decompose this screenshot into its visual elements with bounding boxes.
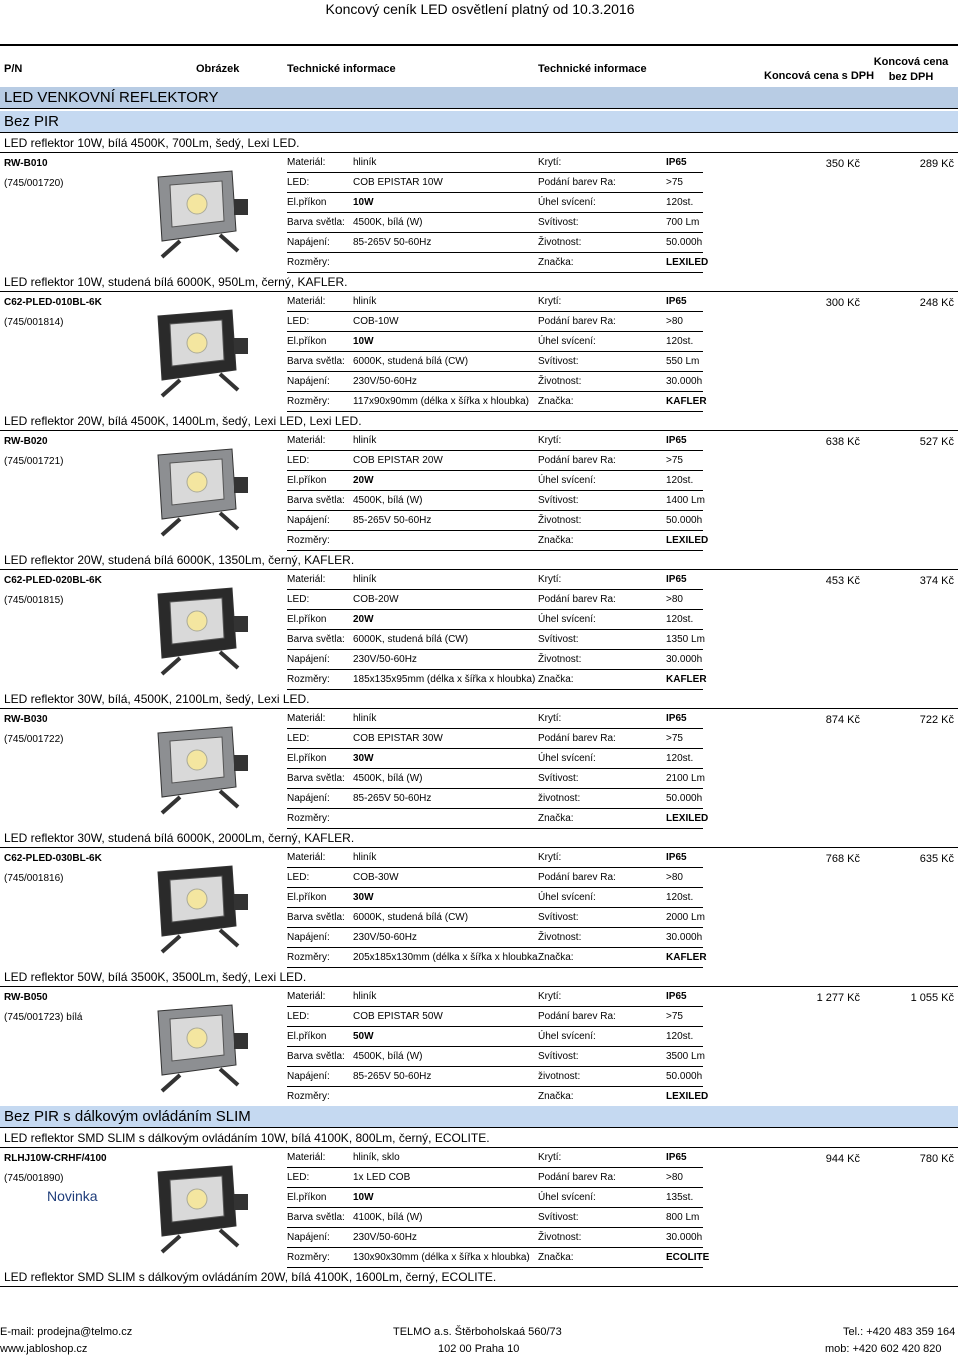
spec-value-material: hliník: [353, 574, 377, 585]
spec-label: Značka:: [538, 535, 574, 546]
spec-row-line: [287, 252, 703, 253]
spec-row-line: [287, 450, 703, 451]
product-pn: C62-PLED-010BL-6K: [4, 297, 102, 308]
spec-value-svitivost: 700 Lm: [666, 217, 700, 228]
spec-label: Krytí:: [538, 574, 562, 585]
price-with-vat: 638 Kč: [825, 436, 860, 448]
spec-label: El.příkon: [287, 197, 327, 208]
spec-label: Napájení:: [287, 793, 330, 804]
header-price-novat: Koncová cena bez DPH: [873, 56, 949, 83]
price-without-vat: 722 Kč: [919, 714, 954, 726]
spec-label: Podání barev Ra:: [538, 1172, 616, 1183]
product-pn: RW-B050: [4, 992, 48, 1003]
header-tech1: Technické informace: [287, 63, 396, 75]
spec-value-znacka: KAFLER: [666, 396, 707, 407]
spec-label: Barva světla:: [287, 773, 345, 784]
product-pn: RW-B030: [4, 714, 48, 725]
price-without-vat: 289 Kč: [919, 158, 954, 170]
spec-row-line: [287, 331, 703, 332]
footer-email[interactable]: E-mail: prodejna@telmo.cz: [0, 1326, 133, 1338]
spec-label: Materiál:: [287, 713, 326, 724]
product-title: LED reflektor 50W, bílá 3500K, 3500Lm, šedý, Lexi LED.: [0, 968, 958, 987]
spec-value-uhel: 135st.: [666, 1192, 694, 1203]
spec-label: Barva světla:: [287, 1051, 345, 1062]
spec-label: El.příkon: [287, 475, 327, 486]
spec-label: Životnost:: [538, 515, 582, 526]
spec-label: El.příkon: [287, 614, 327, 625]
spec-value-barva: 6000K, studená bílá (CW): [353, 356, 469, 367]
spec-row-line: [287, 927, 703, 928]
spec-value-led: COB EPISTAR 10W: [353, 177, 443, 188]
spec-label: LED:: [287, 872, 310, 883]
section-pir-remote: Bez PIR s dálkovým ovládáním SLIM: [0, 1106, 958, 1128]
spec-label: Značka:: [538, 674, 574, 685]
spec-value-material: hliník: [353, 157, 377, 168]
spec-value-rozmery: 185x135x95mm (délka x šířka x hloubka): [353, 674, 536, 685]
spec-value-napajeni: 85-265V 50-60Hz: [353, 793, 432, 804]
spec-row-line: [287, 649, 703, 650]
spec-row-line: [287, 589, 703, 590]
table-header: [0, 44, 958, 89]
spec-value-znacka: KAFLER: [666, 674, 707, 685]
spec-value-zivotnost: 30.000h: [666, 654, 703, 665]
footer-city: 102 00 Praha 10: [438, 1343, 520, 1355]
spec-label: Značka:: [538, 1252, 574, 1263]
spec-value-material: hliník: [353, 991, 377, 1002]
spec-row-line: [287, 907, 703, 908]
novinka-badge: Novinka: [47, 1188, 98, 1204]
spec-label: Materiál:: [287, 296, 326, 307]
spec-value-material: hliník: [353, 435, 377, 446]
spec-label: Krytí:: [538, 852, 562, 863]
product-title: LED reflektor SMD SLIM s dálkovým ovládáním 10W, bílá 4100K, 800Lm, černý, ECOLITE.: [0, 1129, 958, 1148]
spec-label: Podání barev Ra:: [538, 1011, 616, 1022]
price-with-vat: 300 Kč: [825, 297, 860, 309]
spec-value-prikon: 30W: [353, 753, 374, 764]
spec-label: Svítivost:: [538, 217, 579, 228]
spec-label: Značka:: [538, 257, 574, 268]
price-with-vat: 350 Kč: [825, 158, 860, 170]
price-without-vat: 527 Kč: [919, 436, 954, 448]
spec-value-kryti: IP65: [666, 991, 687, 1002]
spec-label: Svítivost:: [538, 634, 579, 645]
spec-label: Materiál:: [287, 157, 326, 168]
floodlight-image: [150, 725, 260, 820]
spec-value-kryti: IP65: [666, 713, 687, 724]
spec-row-line: [287, 1086, 703, 1087]
footer-mob: mob: +420 602 420 820: [825, 1343, 942, 1355]
floodlight-image: [150, 308, 260, 403]
product-pn: RW-B010: [4, 158, 48, 169]
spec-label: Životnost:: [538, 654, 582, 665]
price-without-vat: 780 Kč: [919, 1153, 954, 1165]
product-code: (745/001890): [4, 1173, 64, 1184]
spec-label: Napájení:: [287, 376, 330, 387]
spec-value-led: COB-30W: [353, 872, 399, 883]
floodlight-image: [150, 169, 260, 264]
spec-label: Barva světla:: [287, 912, 345, 923]
spec-label: Značka:: [538, 952, 574, 963]
spec-row-line: [287, 867, 703, 868]
spec-value-barva: 4500K, bílá (W): [353, 495, 423, 506]
spec-label: El.příkon: [287, 1031, 327, 1042]
spec-label: LED:: [287, 594, 310, 605]
spec-value-barva: 4500K, bílá (W): [353, 217, 423, 228]
spec-row-line: [287, 609, 703, 610]
spec-label: Barva světla:: [287, 495, 345, 506]
header-pn: P/N: [4, 63, 23, 75]
spec-value-znacka: LEXILED: [666, 257, 709, 268]
spec-value-znacka: LEXILED: [666, 535, 709, 546]
spec-value-ra: >75: [666, 177, 683, 188]
product-pn: C62-PLED-020BL-6K: [4, 575, 102, 586]
spec-value-rozmery: 205x185x130mm (délka x šířka x hloubka: [353, 952, 538, 963]
spec-label: Materiál:: [287, 435, 326, 446]
product-title-last: LED reflektor SMD SLIM s dálkovým ovládáním 20W, bílá 4100K, 1600Lm, černý, ECOLITE.: [0, 1268, 958, 1287]
spec-label: životnost:: [538, 1071, 581, 1082]
spec-row-line: [287, 172, 703, 173]
spec-value-barva: 4500K, bílá (W): [353, 1051, 423, 1062]
spec-label: Rozměry:: [287, 813, 330, 824]
spec-value-znacka: LEXILED: [666, 813, 709, 824]
spec-value-led: COB EPISTAR 30W: [353, 733, 443, 744]
spec-value-zivotnost: 30.000h: [666, 932, 703, 943]
spec-value-barva: 4500K, bílá (W): [353, 773, 423, 784]
spec-value-barva: 6000K, studená bílá (CW): [353, 634, 469, 645]
spec-value-ra: >80: [666, 1172, 683, 1183]
product-code: (745/001814): [4, 317, 64, 328]
spec-value-znacka: KAFLER: [666, 952, 707, 963]
spec-value-ra: >80: [666, 316, 683, 327]
spec-value-znacka: LEXILED: [666, 1091, 709, 1102]
spec-label: Úhel svícení:: [538, 475, 596, 486]
price-with-vat: 453 Kč: [825, 575, 860, 587]
spec-row-line: [287, 887, 703, 888]
spec-label: Značka:: [538, 1091, 574, 1102]
spec-label: Rozměry:: [287, 1252, 330, 1263]
spec-value-napajeni: 230V/50-60Hz: [353, 376, 417, 387]
spec-value-napajeni: 85-265V 50-60Hz: [353, 1071, 432, 1082]
spec-value-zivotnost: 50.000h: [666, 1071, 703, 1082]
spec-label: životnost:: [538, 793, 581, 804]
spec-value-svitivost: 550 Lm: [666, 356, 700, 367]
spec-value-zivotnost: 30.000h: [666, 1232, 703, 1243]
spec-value-napajeni: 230V/50-60Hz: [353, 932, 417, 943]
spec-value-svitivost: 1400 Lm: [666, 495, 705, 506]
header-tech2: Technické informace: [538, 63, 647, 75]
page-title: Koncový ceník LED osvětlení platný od 10.3.2016: [325, 1, 635, 17]
spec-value-uhel: 120st.: [666, 892, 694, 903]
spec-label: LED:: [287, 1011, 310, 1022]
product-title: LED reflektor 30W, bílá, 4500K, 2100Lm, šedý, Lexi LED.: [0, 690, 958, 709]
spec-label: Krytí:: [538, 1152, 562, 1163]
spec-label: El.příkon: [287, 753, 327, 764]
spec-row-line: [287, 1247, 703, 1248]
spec-label: Podání barev Ra:: [538, 733, 616, 744]
product-pn: C62-PLED-030BL-6K: [4, 853, 102, 864]
spec-label: Podání barev Ra:: [538, 872, 616, 883]
spec-row-line: [287, 212, 703, 213]
spec-value-uhel: 120st.: [666, 336, 694, 347]
spec-label: Svítivost:: [538, 1051, 579, 1062]
spec-label: Napájení:: [287, 1232, 330, 1243]
spec-label: Úhel svícení:: [538, 197, 596, 208]
spec-row-line: [287, 371, 703, 372]
product-code: (745/001816): [4, 873, 64, 884]
spec-value-material: hliník: [353, 852, 377, 863]
spec-value-napajeni: 230V/50-60Hz: [353, 654, 417, 665]
spec-row-line: [287, 629, 703, 630]
spec-value-prikon: 10W: [353, 1192, 374, 1203]
spec-label: Svítivost:: [538, 912, 579, 923]
spec-label: Materiál:: [287, 574, 326, 585]
spec-label: El.příkon: [287, 336, 327, 347]
spec-value-uhel: 120st.: [666, 753, 694, 764]
spec-row-line: [287, 391, 703, 392]
spec-value-svitivost: 2100 Lm: [666, 773, 705, 784]
product-code: (745/001723) bílá: [4, 1012, 83, 1023]
spec-row-line: [287, 728, 703, 729]
price-with-vat: 944 Kč: [825, 1153, 860, 1165]
spec-value-kryti: IP65: [666, 157, 687, 168]
price-without-vat: 248 Kč: [919, 297, 954, 309]
spec-value-rozmery: 117x90x90mm (délka x šířka x hloubka): [353, 396, 530, 407]
section-no-pir: Bez PIR: [0, 111, 958, 133]
section-outdoor-reflectors: LED VENKOVNÍ REFLEKTORY: [0, 87, 958, 109]
spec-row-line: [287, 1227, 703, 1228]
spec-label: Materiál:: [287, 1152, 326, 1163]
spec-label: Značka:: [538, 813, 574, 824]
floodlight-image: [150, 447, 260, 542]
spec-row-line: [287, 192, 703, 193]
spec-value-ra: >80: [666, 594, 683, 605]
spec-row-line: [287, 470, 703, 471]
spec-value-kryti: IP65: [666, 574, 687, 585]
spec-label: Rozměry:: [287, 257, 330, 268]
spec-value-ra: >75: [666, 455, 683, 466]
product-code: (745/001720): [4, 178, 64, 189]
spec-label: Životnost:: [538, 1232, 582, 1243]
spec-label: Napájení:: [287, 1071, 330, 1082]
spec-value-znacka: ECOLITE: [666, 1252, 710, 1263]
spec-value-uhel: 120st.: [666, 1031, 694, 1042]
spec-label: Rozměry:: [287, 1091, 330, 1102]
spec-value-ra: >75: [666, 733, 683, 744]
spec-label: Svítivost:: [538, 495, 579, 506]
spec-value-uhel: 120st.: [666, 197, 694, 208]
spec-label: Napájení:: [287, 237, 330, 248]
spec-label: Podání barev Ra:: [538, 594, 616, 605]
spec-row-line: [287, 788, 703, 789]
spec-row-line: [287, 748, 703, 749]
spec-value-ra: >75: [666, 1011, 683, 1022]
spec-value-rozmery: 130x90x30mm (délka x šířka x hloubka): [353, 1252, 530, 1263]
spec-value-svitivost: 2000 Lm: [666, 912, 705, 923]
spec-row-line: [287, 1167, 703, 1168]
product-title: LED reflektor 10W, studená bílá 6000K, 950Lm, černý, KAFLER.: [0, 273, 958, 292]
spec-label: Životnost:: [538, 376, 582, 387]
spec-value-prikon: 20W: [353, 475, 374, 486]
spec-value-uhel: 120st.: [666, 475, 694, 486]
spec-value-svitivost: 3500 Lm: [666, 1051, 705, 1062]
spec-label: Krytí:: [538, 157, 562, 168]
floodlight-image: [150, 586, 260, 681]
floodlight-image: [150, 1164, 260, 1259]
spec-label: Svítivost:: [538, 1212, 579, 1223]
product-title: LED reflektor 30W, studená bílá 6000K, 2000Lm, černý, KAFLER.: [0, 829, 958, 848]
spec-row-line: [287, 232, 703, 233]
spec-value-kryti: IP65: [666, 1152, 687, 1163]
spec-row-line: [287, 530, 703, 531]
spec-label: Značka:: [538, 396, 574, 407]
floodlight-image: [150, 864, 260, 959]
spec-value-zivotnost: 30.000h: [666, 376, 703, 387]
spec-label: Barva světla:: [287, 356, 345, 367]
spec-value-prikon: 50W: [353, 1031, 374, 1042]
spec-label: Podání barev Ra:: [538, 455, 616, 466]
spec-row-line: [287, 1026, 703, 1027]
product-title: LED reflektor 10W, bílá 4500K, 700Lm, šedý, Lexi LED.: [0, 134, 958, 153]
spec-label: Životnost:: [538, 932, 582, 943]
spec-value-material: hliník, sklo: [353, 1152, 400, 1163]
spec-label: Úhel svícení:: [538, 753, 596, 764]
spec-label: LED:: [287, 1172, 310, 1183]
spec-row-line: [287, 1187, 703, 1188]
product-code: (745/001721): [4, 456, 64, 467]
spec-label: Krytí:: [538, 296, 562, 307]
header-image: Obrázek: [196, 63, 240, 75]
spec-value-barva: 6000K, studená bílá (CW): [353, 912, 469, 923]
spec-label: Svítivost:: [538, 356, 579, 367]
spec-label: El.příkon: [287, 892, 327, 903]
spec-row-line: [287, 311, 703, 312]
header-price-vat: Koncová cena s DPH: [764, 70, 875, 82]
spec-value-prikon: 20W: [353, 614, 374, 625]
footer-company: TELMO a.s. Štěrboholskaá 560/73: [393, 1326, 562, 1338]
spec-value-napajeni: 85-265V 50-60Hz: [353, 237, 432, 248]
spec-label: Barva světla:: [287, 217, 345, 228]
spec-value-kryti: IP65: [666, 435, 687, 446]
spec-label: Úhel svícení:: [538, 1192, 596, 1203]
spec-value-material: hliník: [353, 296, 377, 307]
spec-value-led: COB-20W: [353, 594, 399, 605]
spec-label: Podání barev Ra:: [538, 177, 616, 188]
spec-value-zivotnost: 50.000h: [666, 237, 703, 248]
product-code: (745/001815): [4, 595, 64, 606]
price-with-vat: 874 Kč: [825, 714, 860, 726]
spec-label: Úhel svícení:: [538, 892, 596, 903]
price-with-vat: 768 Kč: [825, 853, 860, 865]
spec-value-uhel: 120st.: [666, 614, 694, 625]
spec-label: Krytí:: [538, 713, 562, 724]
spec-label: LED:: [287, 177, 310, 188]
spec-row-line: [287, 490, 703, 491]
spec-value-material: hliník: [353, 713, 377, 724]
footer-web[interactable]: www.jabloshop.cz: [0, 1343, 88, 1355]
spec-value-led: COB EPISTAR 50W: [353, 1011, 443, 1022]
spec-row-line: [287, 351, 703, 352]
spec-value-led: 1x LED COB: [353, 1172, 411, 1183]
spec-label: Krytí:: [538, 991, 562, 1002]
spec-label: Úhel svícení:: [538, 614, 596, 625]
spec-row-line: [287, 1207, 703, 1208]
spec-row-line: [287, 947, 703, 948]
product-code: (745/001722): [4, 734, 64, 745]
spec-label: Materiál:: [287, 852, 326, 863]
footer-tel: Tel.: +420 483 359 164: [843, 1326, 956, 1338]
spec-row-line: [287, 510, 703, 511]
spec-label: Úhel svícení:: [538, 1031, 596, 1042]
spec-value-svitivost: 1350 Lm: [666, 634, 705, 645]
spec-row-line: [287, 768, 703, 769]
spec-label: Napájení:: [287, 932, 330, 943]
spec-value-ra: >80: [666, 872, 683, 883]
spec-label: LED:: [287, 316, 310, 327]
price-without-vat: 374 Kč: [919, 575, 954, 587]
spec-value-svitivost: 800 Lm: [666, 1212, 700, 1223]
price-without-vat: 1 055 Kč: [910, 992, 954, 1004]
spec-row-line: [287, 1006, 703, 1007]
spec-label: LED:: [287, 733, 310, 744]
price-with-vat: 1 277 Kč: [816, 992, 860, 1004]
spec-label: Rozměry:: [287, 535, 330, 546]
spec-label: Rozměry:: [287, 396, 330, 407]
product-title: LED reflektor 20W, bílá 4500K, 1400Lm, šedý, Lexi LED, Lexi LED.: [0, 412, 958, 431]
spec-label: Napájení:: [287, 654, 330, 665]
spec-value-led: COB-10W: [353, 316, 399, 327]
spec-value-prikon: 10W: [353, 197, 374, 208]
spec-label: Podání barev Ra:: [538, 316, 616, 327]
spec-value-barva: 4100K, bílá (W): [353, 1212, 423, 1223]
spec-value-zivotnost: 50.000h: [666, 793, 703, 804]
spec-label: Barva světla:: [287, 634, 345, 645]
spec-label: Úhel svícení:: [538, 336, 596, 347]
spec-label: Rozměry:: [287, 952, 330, 963]
spec-row-line: [287, 669, 703, 670]
spec-value-prikon: 30W: [353, 892, 374, 903]
spec-label: Materiál:: [287, 991, 326, 1002]
spec-label: LED:: [287, 455, 310, 466]
spec-value-napajeni: 230V/50-60Hz: [353, 1232, 417, 1243]
spec-value-kryti: IP65: [666, 852, 687, 863]
spec-label: Krytí:: [538, 435, 562, 446]
spec-label: El.příkon: [287, 1192, 327, 1203]
spec-value-zivotnost: 50.000h: [666, 515, 703, 526]
product-pn: RW-B020: [4, 436, 48, 447]
spec-label: Životnost:: [538, 237, 582, 248]
price-without-vat: 635 Kč: [919, 853, 954, 865]
product-title: LED reflektor 20W, studená bílá 6000K, 1350Lm, černý, KAFLER.: [0, 551, 958, 570]
spec-label: Svítivost:: [538, 773, 579, 784]
spec-row-line: [287, 1046, 703, 1047]
spec-value-kryti: IP65: [666, 296, 687, 307]
spec-row-line: [287, 808, 703, 809]
spec-value-prikon: 10W: [353, 336, 374, 347]
product-pn: RLHJ10W-CRHF/4100: [4, 1153, 107, 1164]
spec-label: Rozměry:: [287, 674, 330, 685]
spec-value-napajeni: 85-265V 50-60Hz: [353, 515, 432, 526]
spec-label: Napájení:: [287, 515, 330, 526]
spec-row-line: [287, 1066, 703, 1067]
spec-label: Barva světla:: [287, 1212, 345, 1223]
spec-value-led: COB EPISTAR 20W: [353, 455, 443, 466]
floodlight-image: [150, 1003, 260, 1098]
